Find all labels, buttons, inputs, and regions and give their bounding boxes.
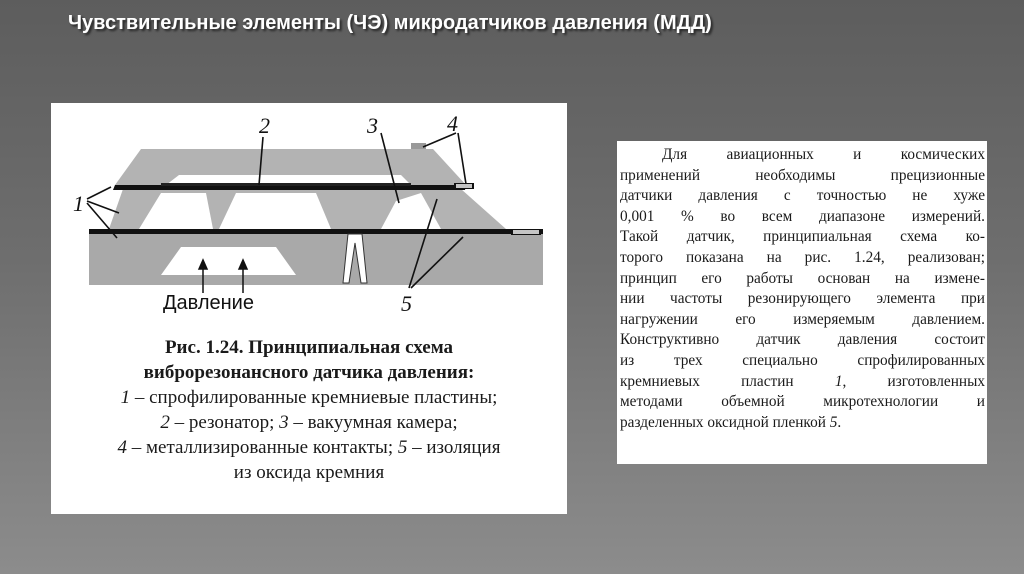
paragraph-line: методами объемной микротехнологии и bbox=[620, 393, 985, 411]
paragraph-line: 0,001 % во всем диапазоне измерений. bbox=[620, 207, 985, 225]
bottom-silicon-plate bbox=[89, 233, 543, 285]
paragraph-line: Такой датчик, принципиальная схема ко- bbox=[620, 228, 985, 246]
caption-heading-2: виброрезонансного датчика давления: bbox=[143, 362, 475, 383]
pressure-port bbox=[161, 247, 296, 275]
paragraph-line bbox=[620, 413, 985, 434]
paragraph-line: нии частоты резонирующего элемента при bbox=[620, 290, 985, 308]
metal-contact-top-pad bbox=[456, 184, 472, 188]
caption-line-2 bbox=[59, 410, 559, 435]
resonator-beam bbox=[161, 183, 411, 186]
caption-line-1 bbox=[59, 385, 559, 410]
paragraph-fragment: разделенных оксидной пленкой bbox=[620, 413, 830, 431]
caption-num-1: 1 bbox=[120, 387, 131, 408]
caption-line-4: из оксида кремния bbox=[233, 462, 385, 483]
paragraph-fragment: . bbox=[837, 413, 842, 431]
caption-text-4: – металлизированные контакты; bbox=[127, 437, 398, 458]
pressure-label: Давление bbox=[163, 292, 254, 314]
paragraph-line: Для авиационных и космических bbox=[662, 146, 985, 163]
label-2: 2 bbox=[259, 113, 270, 138]
label-4: 4 bbox=[447, 111, 458, 136]
caption-heading-1: Рис. 1.24. Принципиальная схема bbox=[164, 337, 454, 358]
paragraph-line: применений необходимы прецизионные bbox=[620, 166, 985, 184]
sensor-diagram bbox=[51, 103, 567, 333]
figure-caption bbox=[59, 335, 559, 485]
paragraph-line: Конструктивно датчик давления состоит bbox=[620, 331, 985, 349]
caption-num-4: 4 bbox=[117, 437, 128, 458]
caption-num-5: 5 bbox=[397, 437, 408, 458]
paragraph-fragment: , изготовленных bbox=[842, 372, 986, 390]
caption-text-3: – вакуумная камера; bbox=[288, 412, 458, 433]
label-3: 3 bbox=[367, 113, 378, 138]
paragraph-line: из трех специально спрофилированных bbox=[620, 351, 985, 369]
paragraph-fragment: кремниевых пластин bbox=[620, 372, 835, 390]
slide-title: Чувствительные элементы (ЧЭ) микродатчиков давления (МДД) bbox=[68, 12, 712, 34]
paragraph-line: нагружении его измеряемым давлением. bbox=[620, 310, 985, 328]
paragraph-line: принцип его работы основан на измене- bbox=[620, 269, 985, 287]
caption-text-5: – изоляция bbox=[407, 437, 501, 458]
paragraph-line: торого показана на рис. 1.24, реализован; bbox=[620, 248, 985, 266]
label-5: 5 bbox=[401, 291, 412, 316]
paragraph-line: датчики давления с точностью не хуже bbox=[620, 187, 985, 205]
caption-num-2: 2 bbox=[160, 412, 170, 433]
caption-text-1: – спрофилированные кремниевые пластины; bbox=[130, 387, 498, 408]
paragraph-ref-5: 5 bbox=[829, 413, 838, 431]
metal-contact-bottom-pad bbox=[513, 230, 539, 234]
vacuum-cavity-center bbox=[219, 193, 331, 229]
caption-line-3 bbox=[59, 435, 559, 460]
paragraph-ref-1: 1 bbox=[834, 372, 843, 390]
paragraph-line bbox=[620, 372, 985, 393]
figure-panel bbox=[51, 103, 567, 514]
caption-text-2: – резонатор; bbox=[169, 412, 280, 433]
bottom-oxide-layer bbox=[89, 229, 543, 234]
caption-num-3: 3 bbox=[279, 412, 289, 433]
text-panel bbox=[617, 141, 987, 464]
label-1: 1 bbox=[73, 191, 84, 216]
description-paragraph bbox=[620, 145, 985, 433]
